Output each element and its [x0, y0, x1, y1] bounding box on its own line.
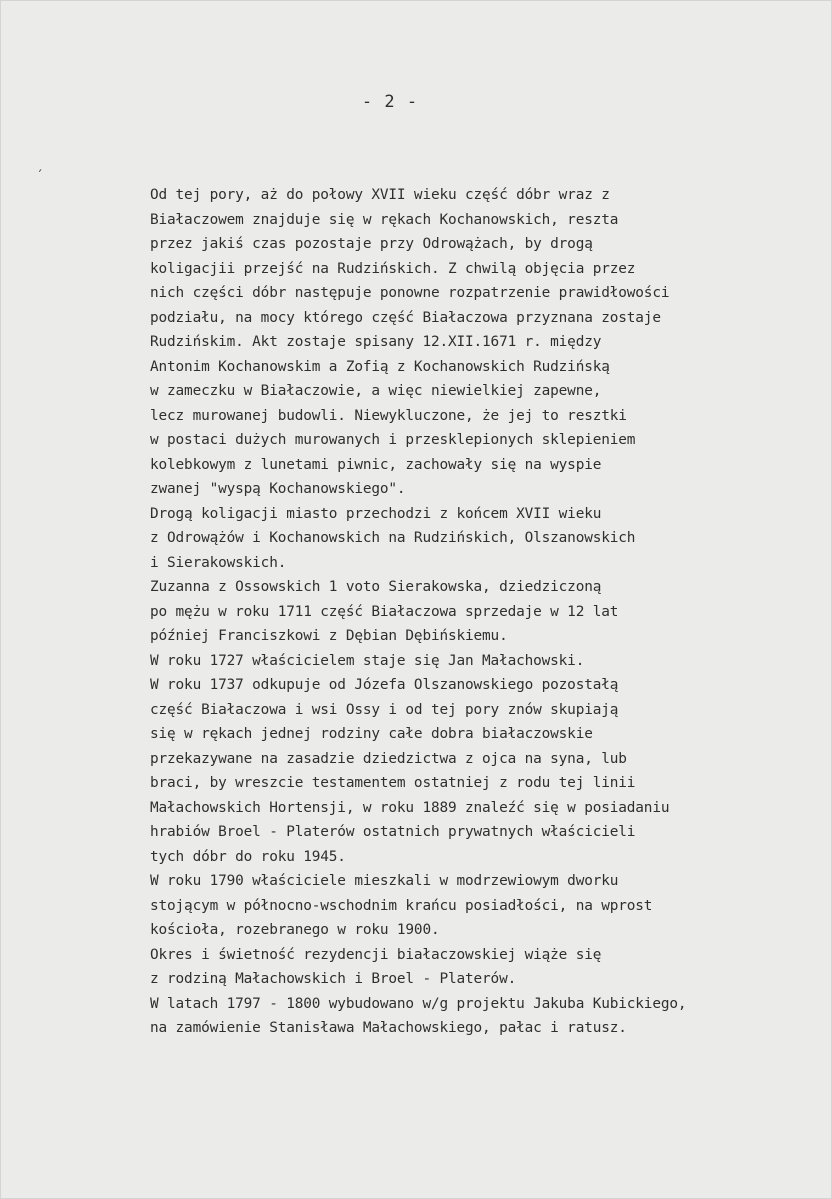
- text-line: Od tej pory, aż do połowy XVII wieku część dóbr wraz z: [150, 187, 610, 203]
- text-line: kolebkowym z lunetami piwnic, zachowały się na wyspie: [150, 456, 602, 473]
- text-line: kościoła, rozebranego w roku 1900.: [150, 922, 440, 938]
- text-line: w zameczku w Białaczowie, a więc niewielkiej zapewne,: [150, 383, 602, 399]
- text-line: W latach 1797 - 1800 wybudowano w/g projektu Jakuba Kubickiego,: [150, 995, 687, 1012]
- text-line: W roku 1737 odkupuje od Józefa Olszanowskiego pozostałą: [150, 677, 619, 693]
- text-line: Małachowskich Hortensji, w roku 1889 znaleźć się w posiadaniu: [150, 799, 670, 816]
- text-line: Antonim Kochanowskim a Zofią z Kochanowskich Rudzińską: [150, 358, 610, 375]
- text-line: lecz murowanej budowli. Niewykluczone, że jej to resztki: [150, 407, 627, 424]
- text-line: się w rękach jednej rodziny całe dobra białaczowskie: [150, 726, 593, 742]
- text-line: nich części dóbr następuje ponowne rozpatrzenie prawidłowości: [150, 285, 670, 301]
- text-line: Rudzińskim. Akt zostaje spisany 12.XII.1671 r. między: [150, 334, 602, 350]
- text-line: W roku 1790 właściciele mieszkali w modrzewiowym dworku: [150, 873, 619, 889]
- text-line: i Sierakowskich.: [150, 554, 287, 571]
- text-line: Okres i świetność rezydencji białaczowskiej wiąże się: [150, 946, 602, 963]
- text-line: z Odrowążów i Kochanowskich na Rudzińskich, Olszanowskich: [150, 530, 636, 546]
- text-line: część Białaczowa i wsi Ossy i od tej pory znów skupiają: [150, 701, 619, 718]
- text-line: koligacjii przejść na Rudzińskich. Z chwilą objęcia przez: [150, 260, 636, 277]
- body-text: [150, 183, 686, 1041]
- text-line: hrabiów Broel - Platerów ostatnich prywatnych właścicieli: [150, 824, 636, 840]
- text-line: W roku 1727 właścicielem staje się Jan Małachowski.: [150, 652, 585, 669]
- text-line: po mężu w roku 1711 część Białaczowa sprzedaje w 12 lat: [150, 603, 619, 620]
- text-line: przez jakiś czas pozostaje przy Odrowążach, by drogą: [150, 236, 593, 252]
- text-line: zwanej "wyspą Kochanowskiego".: [150, 481, 406, 497]
- text-line: później Franciszkowi z Dębian Dębińskiemu.: [150, 628, 508, 644]
- text-line: z rodziną Małachowskich i Broel - Platerów.: [150, 971, 517, 987]
- text-line: tych dóbr do roku 1945.: [150, 848, 346, 865]
- text-line: Zuzanna z Ossowskich 1 voto Sierakowska, dziedziczoną: [150, 579, 602, 595]
- text-line: Drogą koligacji miasto przechodzi z końcem XVII wieku: [150, 505, 602, 522]
- page-number: - 2 -: [361, 92, 419, 112]
- text-line: na zamówienie Stanisława Małachowskiego, pałac i ratusz.: [150, 1020, 627, 1036]
- text-line: podziału, na mocy którego część Białaczowa przyznana zostaje: [150, 309, 661, 326]
- text-line: przekazywane na zasadzie dziedzictwa z ojca na syna, lub: [150, 750, 627, 767]
- margin-mark: ′: [36, 168, 45, 184]
- text-line: stojącym w północno-wschodnim krańcu posiadłości, na wprost: [150, 897, 653, 914]
- text-line: braci, by wreszcie testamentem ostatniej z rodu tej linii: [150, 775, 636, 791]
- text-line: w postaci dużych murowanych i przesklepionych sklepieniem: [150, 432, 636, 448]
- text-line: Białaczowem znajduje się w rękach Kochanowskich, reszta: [150, 211, 619, 228]
